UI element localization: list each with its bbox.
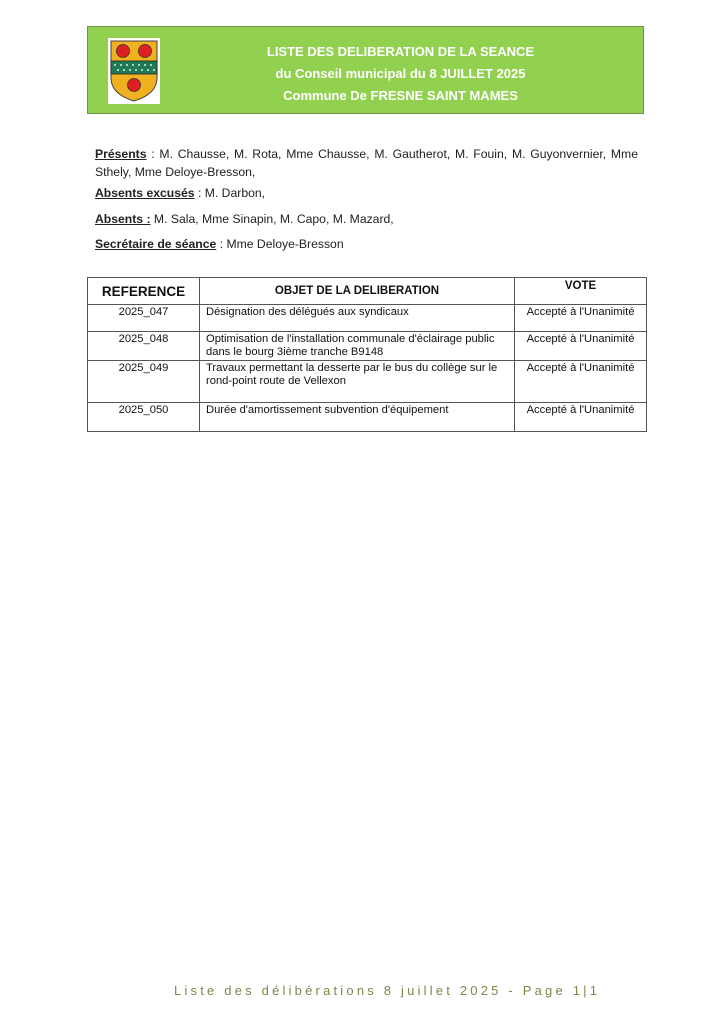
header-reference: REFERENCE	[88, 278, 200, 305]
title-line-1: LISTE DES DELIBERATION DE LA SEANCE	[266, 44, 535, 59]
header-vote: VOTE	[515, 278, 647, 305]
presents-label: Présents	[95, 147, 147, 161]
cell-objet: Durée d'amortissement subvention d'équipement	[200, 403, 515, 432]
cell-vote: Accepté à l'Unanimité	[515, 403, 647, 432]
coat-of-arms-icon	[108, 38, 160, 104]
absents-excuses-paragraph	[95, 186, 638, 200]
secretaire-value: : Mme Deloye-Bresson	[216, 237, 344, 251]
absents-excuses-value: : M. Darbon,	[194, 186, 266, 200]
title-line-2: du Conseil municipal du 8 JUILLET 2025	[275, 66, 526, 81]
table-row	[88, 332, 647, 361]
title-line-3: Commune De FRESNE SAINT MAMES	[283, 88, 518, 103]
table-row	[88, 305, 647, 332]
cell-reference: 2025_050	[88, 403, 200, 432]
header-banner	[87, 26, 644, 114]
secretaire-label: Secrétaire de séance	[95, 237, 217, 251]
cell-reference: 2025_047	[88, 305, 200, 332]
absents-excuses-label: Absents excusés	[95, 186, 195, 200]
cell-vote: Accepté à l'Unanimité	[515, 332, 647, 361]
cell-objet: Désignation des délégués aux syndicaux	[200, 305, 515, 332]
header-title	[178, 41, 623, 107]
table-header-row	[88, 278, 647, 305]
cell-reference: 2025_049	[88, 361, 200, 403]
absents-paragraph	[95, 212, 638, 226]
cell-objet: Optimisation de l'installation communale d'éclairage public dans le bourg 3ième tranche B9148	[200, 332, 515, 361]
cell-objet: Travaux permettant la desserte par le bus du collège sur le rond-point route de Vellexon	[200, 361, 515, 403]
table-row	[88, 361, 647, 403]
absents-label: Absents :	[95, 212, 151, 226]
absents-value: M. Sala, Mme Sinapin, M. Capo, M. Mazard,	[150, 212, 394, 226]
cell-vote: Accepté à l'Unanimité	[515, 305, 647, 332]
presents-paragraph	[95, 145, 638, 181]
presents-value: : M. Chausse, M. Rota, Mme Chausse, M. Gautherot, M. Fouin, M. Guyonvernier, Mme Sthely, Mme Deloye-Bresson,	[95, 147, 638, 179]
page-footer: Liste des délibérations 8 juillet 2025 - Page 1|1	[174, 983, 601, 998]
cell-reference: 2025_048	[88, 332, 200, 361]
secretaire-paragraph	[95, 237, 638, 251]
cell-vote: Accepté à l'Unanimité	[515, 361, 647, 403]
deliberations-table	[87, 277, 647, 432]
header-objet: OBJET DE LA DELIBERATION	[200, 278, 515, 305]
table-row	[88, 403, 647, 432]
